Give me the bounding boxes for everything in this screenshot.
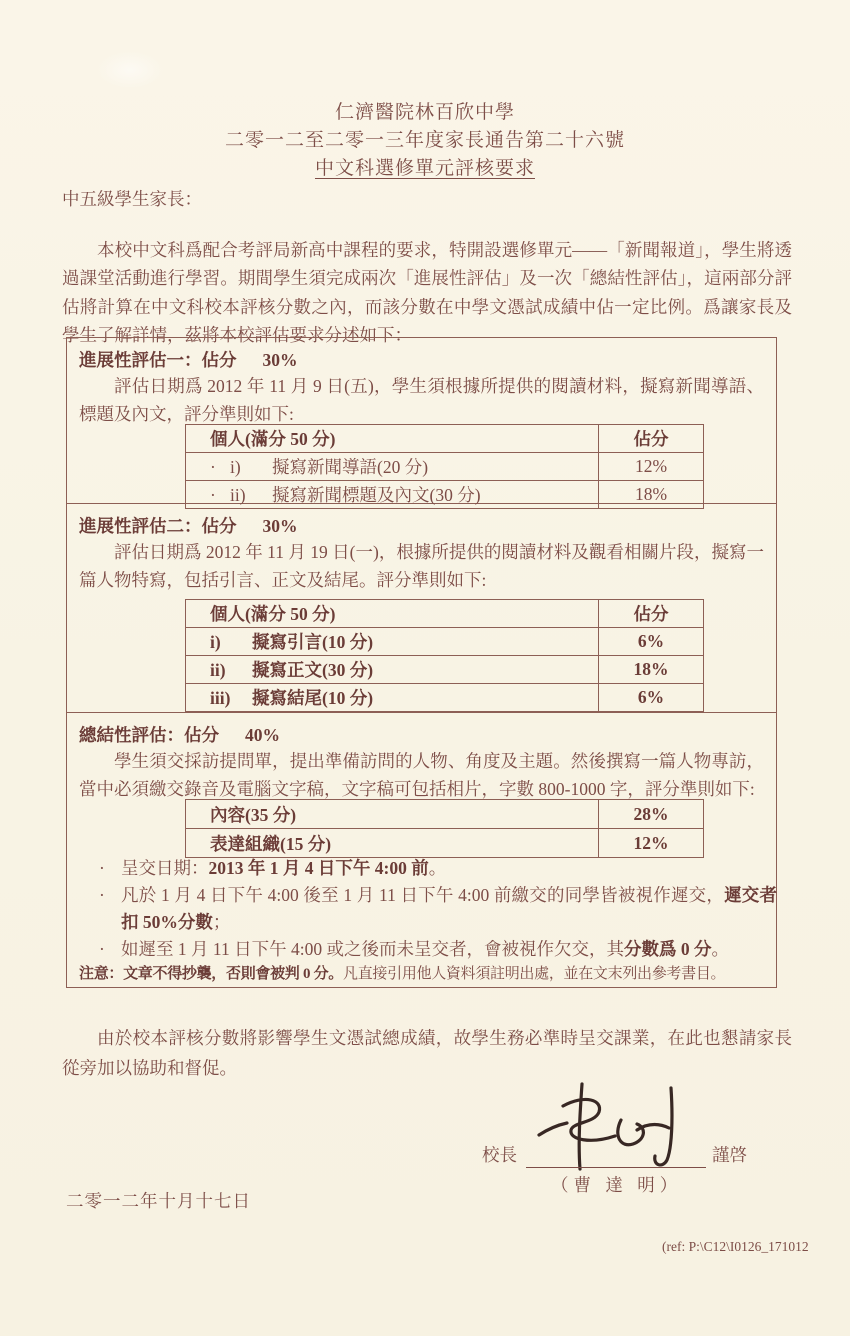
scan-smudge	[95, 50, 165, 90]
plagiarism-note	[79, 962, 769, 983]
note-bold: 注意：文章不得抄襲，否則會被判 0 分。	[79, 966, 344, 982]
bullet-item-zero-marks	[91, 936, 777, 963]
section-3-marks-table	[185, 799, 704, 858]
bullet-text: ；	[212, 912, 231, 932]
row-percentage: 6%	[599, 684, 704, 712]
bullet-text: 如遲至 1 月 11 日下午 4:00 或之後而未呈交者，會被視作欠交，其	[121, 939, 624, 959]
bullet-text-bold: 2013 年 1 月 4 日下午 4:00 前	[208, 858, 429, 878]
section-1-description: 評估日期爲 2012 年 11 月 9 日(五)，學生須根據所提供的閱讀材料，擬寫新聞導語、標題及內文，評分準則如下:	[79, 376, 764, 424]
section-3-title-text: 總結性評估：佔分	[79, 725, 219, 745]
bullet-item-late-penalty	[91, 882, 777, 936]
section-2-description: 評估日期爲 2012 年 11 月 19 日(一)，根據所提供的閱讀材料及觀看相關片段，擬寫一篇人物特寫，包括引言、正文及結尾。評分準則如下:	[79, 542, 764, 590]
notice-number: 二零一二至二零一三年度家長通告第二十六號	[224, 130, 625, 151]
salutation: 中五級學生家長：	[62, 189, 202, 209]
row-percentage: 28%	[599, 800, 704, 829]
table-row	[186, 628, 704, 656]
signature-role-label: 校長	[482, 1145, 517, 1165]
file-reference: (ref: P:\C12\I0126_171012	[662, 1239, 809, 1254]
signature-line	[526, 1167, 706, 1168]
section-2-marks-table	[185, 599, 704, 712]
bullet-text-bold: 分數爲 0 分	[623, 939, 712, 959]
principal-signature-scribble	[525, 1078, 715, 1173]
row-number: iii)	[210, 688, 231, 708]
bullet-text: 。	[711, 939, 729, 959]
row-percentage: 18%	[599, 481, 704, 509]
note-rest: 凡直接引用他人資料須註明出處，並在文末列出參考書目。	[343, 966, 726, 982]
row-label: 擬寫新聞標題及內文(30 分)	[272, 485, 481, 505]
bullet-marker: ·	[99, 939, 105, 959]
row-label: 擬寫引言(10 分)	[252, 632, 374, 652]
table-header-pct: 佔分	[599, 600, 704, 628]
table-header-row	[186, 600, 704, 628]
row-label: 內容(35 分)	[186, 800, 599, 829]
signature-valediction: 謹啓	[712, 1145, 747, 1165]
bullet-text-bold: 遲交者扣 50%分數	[121, 885, 777, 932]
section-1-marks-table	[185, 424, 704, 509]
bullet-marker: ·	[99, 858, 105, 878]
table-row	[186, 829, 704, 858]
row-percentage: 18%	[599, 656, 704, 684]
section-1-weight: 30%	[262, 350, 298, 370]
row-percentage: 12%	[599, 453, 704, 481]
row-label: 擬寫正文(30 分)	[252, 660, 374, 680]
bullet-text: 凡於 1 月 4 日下午 4:00 後至 1 月 11 日下午 4:00 前繳交的同學皆被視作遲交，	[121, 885, 725, 905]
row-label: 擬寫結尾(10 分)	[252, 688, 374, 708]
table-header-row	[186, 425, 704, 453]
issue-date: 二零一二年十月十七日	[66, 1191, 251, 1211]
row-bullet: ·	[210, 485, 216, 505]
row-percentage: 6%	[599, 628, 704, 656]
row-number: ii)	[230, 485, 246, 505]
assessment-box	[66, 337, 777, 988]
table-row	[186, 800, 704, 829]
section-2-weight: 30%	[262, 516, 298, 536]
row-percentage: 12%	[599, 829, 704, 858]
row-number: ii)	[210, 660, 226, 680]
section-1-title-text: 進展性評估一：佔分	[79, 350, 237, 370]
notice-title: 中文科選修單元評核要求	[314, 158, 535, 179]
row-bullet: ·	[210, 457, 216, 477]
section-3-description: 學生須交採訪提問單，提出準備訪問的人物、角度及主題。然後撰寫一篇人物專訪，當中必須繳交錄音及電腦文字稿，文字稿可包括相片，字數 800-1000 字，評分準則如下:	[79, 751, 764, 799]
table-header-label: 個人(滿分 50 分)	[186, 600, 599, 628]
bullet-text: 呈交日期：	[121, 858, 209, 878]
section-3-title	[67, 713, 776, 747]
section-2-title	[67, 504, 776, 538]
intro-paragraph: 本校中文科爲配合考評局新高中課程的要求，特開設選修單元——「新聞報道」，學生將透過課堂活動進行學習。期間學生須完成兩次「進展性評估」及一次「總結性評估」，這兩部分評估將計算在中文科校本評核分數之內，而該分數在中學文憑試成績中佔一定比例。爲讓家長及學生了解詳情，茲將本校評估要求分述如下：	[62, 239, 792, 345]
section-progressive-assessment-2	[67, 504, 776, 713]
table-row	[186, 453, 704, 481]
section-progressive-assessment-1	[67, 338, 776, 504]
section-1-title	[67, 338, 776, 372]
bullet-text: 。	[428, 858, 447, 878]
notice-header	[0, 99, 850, 183]
table-row	[186, 684, 704, 712]
table-row	[186, 656, 704, 684]
school-name: 仁濟醫院林百欣中學	[334, 102, 515, 123]
principal-name: （曹 達 明）	[551, 1175, 683, 1195]
bullet-marker: ·	[99, 885, 105, 905]
bullet-item-submission-date	[91, 855, 777, 882]
table-header-label: 個人(滿分 50 分)	[186, 425, 599, 453]
row-number: i)	[210, 632, 221, 652]
row-label: 擬寫新聞導語(20 分)	[272, 457, 429, 477]
table-header-pct: 佔分	[599, 425, 704, 453]
submission-rules-list	[91, 855, 777, 963]
section-summative-assessment	[67, 713, 776, 986]
section-2-title-text: 進展性評估二：佔分	[79, 516, 237, 536]
closing-paragraph: 由於校本評核分數將影響學生文憑試總成績，故學生務必準時呈交課業，在此也懇請家長從旁加以協助和督促。	[62, 1027, 792, 1078]
section-3-weight: 40%	[245, 725, 280, 745]
row-number: i)	[230, 457, 241, 477]
row-label: 表達組織(15 分)	[186, 829, 599, 858]
